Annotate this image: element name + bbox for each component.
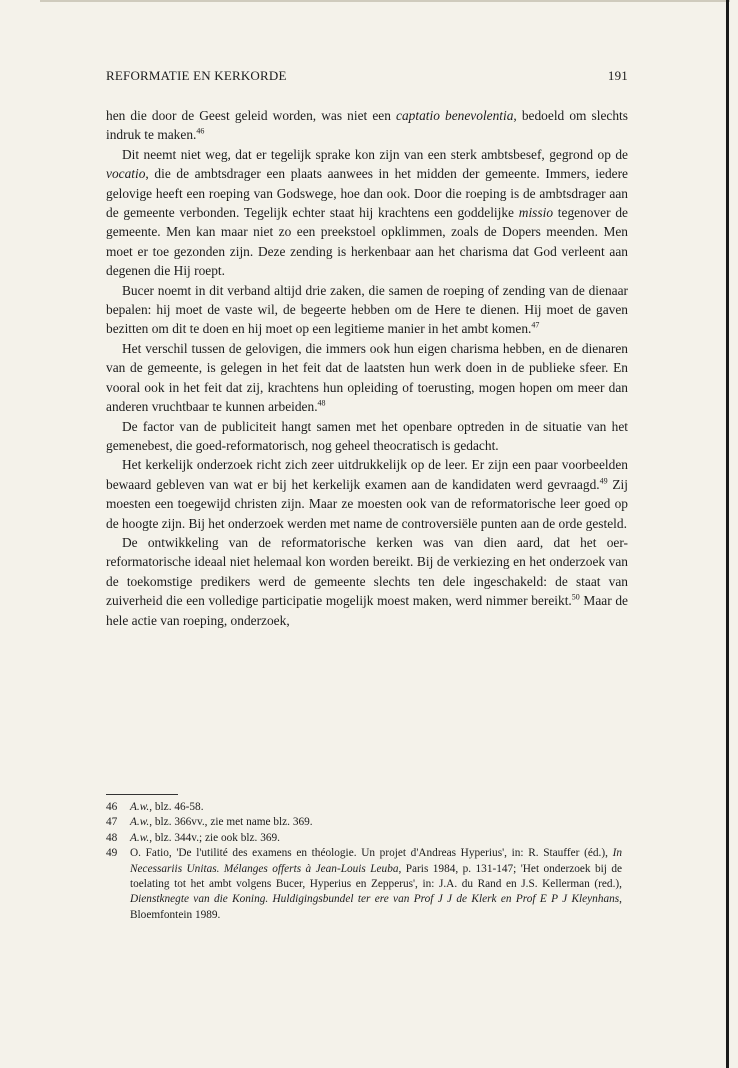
italic-text: A.w. xyxy=(130,801,150,813)
footnote xyxy=(106,846,622,923)
paragraph xyxy=(106,533,628,630)
footnote-text xyxy=(130,831,622,846)
text-run: Het verschil tussen de gelovigen, die immers ook hun eigen charisma hebben, en de dienaren van de gemeente, is gelegen in het feit dat de laatsten hun werk doen in de publieke sfeer. En vooral ook in het feit dat zij, krachtens hun opleiding of toerusting, mogen hopen om meer dan anderen vruchtbaar te kunnen arbeiden. xyxy=(106,340,628,415)
paragraph xyxy=(106,106,628,145)
footnote-number: 49 xyxy=(106,847,118,860)
text-run: , die de ambtsdrager een plaats aanwees in het midden der gemeente. Immers, iedere gelovige heeft een roeping van Godswege, hoe dan ook. Door die roeping is de ambtsdrager aan de gemeente verbonden. Tegelijk echter staat hij krachtens een goddelijke xyxy=(106,166,628,221)
paragraph xyxy=(106,455,628,533)
text-run: , blz. 46-58. xyxy=(149,801,204,813)
text-run: De ontwikkeling van de reformatorische kerken was van dien aard, dat het oer-reformatorische ideaal niet helemaal kon worden bereikt. Bij de verkiezing en het onderzoek van de toekomstige predikers werd de gemeente slechts ten dele ingeschakeld: de staat van zuiverheid die een volledige participatie mogelijk moest maken, werd nimmer bereikt. xyxy=(106,534,628,609)
text-run: , blz. 344v.; zie ook blz. 369. xyxy=(149,831,280,844)
footnote-divider xyxy=(106,794,178,795)
italic-text: A.w. xyxy=(130,831,150,844)
text-run: Zij moesten een toegewijd christen zijn. Maar ze moesten ook van de reformatorische leer goed op de hoogte zijn. Bij het onderzoek werden met name de controversiële punten aan de orde gesteld. xyxy=(106,476,628,531)
footnote xyxy=(106,815,622,830)
footnote-text xyxy=(130,815,622,830)
footnote-ref[interactable]: 46 xyxy=(196,126,205,136)
paragraph xyxy=(106,339,628,417)
footnote-ref[interactable]: 47 xyxy=(531,321,540,330)
text-run: hen die door de Geest geleid worden, was niet een xyxy=(106,108,397,123)
scan-top-edge xyxy=(40,0,730,2)
text-run: , blz. 366vv., zie met name blz. 369. xyxy=(149,816,313,829)
text-run: Dit neemt niet weg, dat er tegelijk sprake kon zijn van een sterk ambtsbesef, gegrond op de xyxy=(122,146,628,162)
footnote-text xyxy=(130,846,622,923)
text-run: De factor van de publiciteit hangt samen met het openbare optreden in de situatie van het gemenebest, die goed-reformatorisch, nog geheel theocratisch is gedacht. xyxy=(106,418,628,453)
scan-edge-line xyxy=(726,0,729,1068)
paragraph xyxy=(106,281,628,339)
text-run: Maar de hele actie van roeping, onderzoek, xyxy=(106,593,628,628)
footnote-number: 46 xyxy=(106,801,118,813)
text-run: , bedoeld om slechts indruk te maken. xyxy=(106,108,628,143)
page-number: 191 xyxy=(607,68,628,83)
text-run: Het kerkelijk onderzoek richt zich zeer uitdrukkelijk op de leer. Er zijn een paar voorbeelden bewaard gebleven van wat er bij het kerkelijk examen aan de kandidaten werd gevraagd. xyxy=(106,457,628,492)
footnote xyxy=(106,831,622,846)
italic-text: missio xyxy=(518,205,554,221)
text-run: , Bloemfontein 1989. xyxy=(130,893,622,921)
italic-text: Dienstknegte van die Koning. Huldigingsbundel ter ere van Prof J J de Klerk en Prof E P J Kleynhans xyxy=(130,893,620,906)
footnote-ref[interactable]: 49 xyxy=(599,476,608,486)
footnote-ref[interactable]: 48 xyxy=(317,398,326,408)
paragraph xyxy=(106,145,628,281)
italic-text: vocatio xyxy=(106,166,146,182)
paragraph xyxy=(106,417,628,456)
text-run: , Paris 1984, p. 131-147; 'Het onderzoek bij de toelating tot het ambt volgens Bucer, Hyperius en Zepperus', in: J.A. du Rand en J.S. Kellerman (red.), xyxy=(130,862,622,891)
text-run: O. Fatio, 'De l'utilité des examens en théologie. Un projet d'Andreas Hyperius', in: R. Stauffer (éd.), xyxy=(130,847,613,860)
footnotes xyxy=(106,800,622,923)
italic-text: A.w. xyxy=(130,816,150,829)
body-text xyxy=(106,106,628,630)
footnote-ref[interactable]: 50 xyxy=(571,592,580,602)
text-run: tegenover de gemeente. Men kan maar niet zo een preekstoel opklimmen, zoals de Dopers meenden. Men moet er toe gezonden zijn. Deze zending is herkenbaar aan het charisma dat God verleent aan degenen die Hij roept. xyxy=(106,205,628,279)
text-run: Bucer noemt in dit verband altijd drie zaken, die samen de roeping of zending van de dienaar bepalen: hij moet de vaste wil, de begeerte hebben om de Here te dienen. Hij moet de gaven bezitten om dit te doen en hij moet op een legitieme manier in het ambt komen. xyxy=(106,282,628,337)
running-title: REFORMATIE EN KERKORDE xyxy=(106,68,287,83)
footnote xyxy=(106,800,622,815)
italic-text: captatio benevolentia xyxy=(396,108,514,123)
footnote-text xyxy=(130,800,622,815)
footnote-number: 47 xyxy=(106,816,118,829)
footnote-number: 48 xyxy=(106,831,118,844)
italic-text: In Necessariis Unitas. Mélanges offerts à Jean-Louis Leuba xyxy=(130,847,622,875)
